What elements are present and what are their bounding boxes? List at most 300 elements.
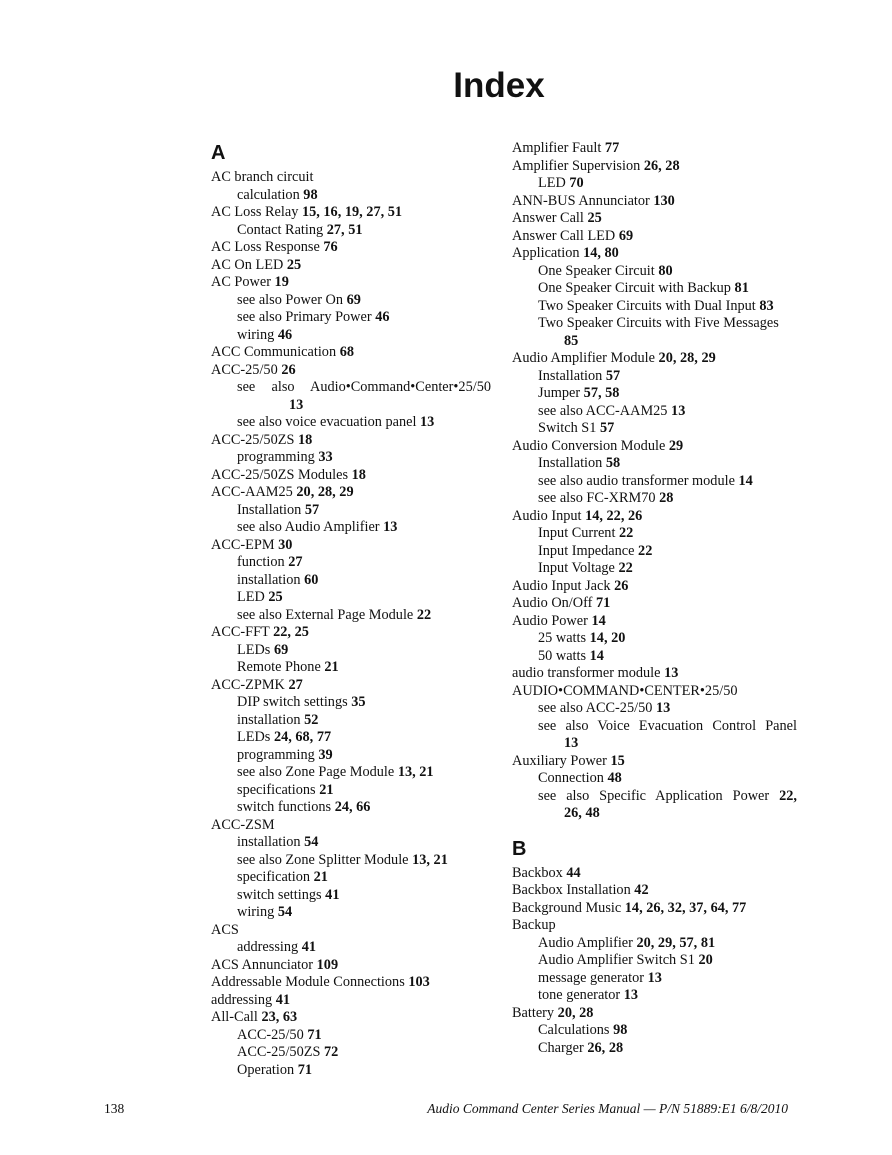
entry-page-refs: 76 (323, 239, 338, 255)
index-subentry (211, 554, 491, 572)
entry-term: Input Voltage (538, 560, 615, 576)
entry-page-refs: 130 (653, 192, 675, 209)
entry-page-refs: 13 (289, 396, 304, 413)
index-subentry (512, 543, 797, 561)
index-entry (512, 613, 797, 631)
entry-term: see also Specific Application Power (538, 787, 770, 804)
entry-term: message generator (538, 969, 644, 986)
index-entry (512, 900, 797, 918)
entry-term: Auxiliary Power (512, 752, 607, 769)
entry-term: ACC-ZSM (211, 816, 275, 833)
index-subentry (512, 1022, 797, 1040)
index-subentry (512, 368, 797, 386)
index-entry (512, 438, 797, 456)
entry-page-refs: 29 (668, 437, 684, 454)
entry-term: Input Impedance (538, 542, 635, 559)
index-entry (211, 817, 491, 835)
index-entry (512, 683, 797, 701)
entry-page-refs: 70 (569, 175, 584, 191)
entry-page-refs: 13 (671, 402, 686, 419)
entry-page-refs: 68 (339, 344, 354, 360)
index-subentry (211, 659, 491, 677)
entry-page-refs: 20, 29, 57, 81 (636, 934, 716, 951)
index-entry (211, 957, 491, 975)
entry-term: ACC-ZPMK (211, 676, 285, 693)
entry-page-refs: 57 (599, 420, 615, 436)
entry-page-refs: 18 (298, 431, 313, 448)
index-entry (512, 193, 797, 211)
entry-page-refs: 26, 28 (587, 1039, 624, 1056)
index-entry (512, 917, 797, 935)
entry-page-refs: 14, 22, 26 (585, 507, 643, 524)
entry-page-refs: 13 (420, 414, 435, 430)
entry-page-refs: 98 (303, 186, 318, 203)
entry-term: Charger (538, 1039, 584, 1056)
entry-term: addressing (211, 991, 273, 1008)
entry-term: see also Voice Evacuation Control Panel (538, 717, 797, 734)
index-entry (211, 169, 491, 187)
entry-page-refs: 83 (759, 297, 774, 314)
index-subentry (211, 572, 491, 590)
entry-term: installation (237, 571, 301, 588)
entry-term: Operation (237, 1061, 295, 1078)
entry-page-refs: 25 (286, 256, 302, 273)
index-subentry (211, 642, 491, 660)
index-column-left (211, 140, 491, 1079)
entry-page-refs: 54 (304, 834, 319, 850)
entry-term: see also Power On (237, 291, 344, 308)
entry-term: Switch S1 (538, 420, 597, 436)
entry-term: programming (237, 449, 315, 465)
entry-term: see also Zone Splitter Module (237, 851, 409, 868)
entry-term: addressing (237, 939, 299, 955)
entry-page-refs: 14, 26, 32, 37, 64, 77 (624, 899, 747, 916)
entry-page-refs: 26, 48 (564, 805, 600, 821)
entry-page-refs: 22, 25 (273, 624, 309, 640)
index-entry (211, 467, 491, 485)
entry-term: AUDIO•COMMAND•CENTER•25/50 (512, 682, 738, 699)
entry-term: ACS Annunciator (211, 956, 314, 973)
entry-page-refs: 13 (647, 969, 662, 986)
entry-term: Application (512, 245, 580, 261)
entry-page-refs: 15, 16, 19, 27, 51 (301, 204, 403, 220)
entry-page-refs: 14 (738, 472, 753, 489)
entry-page-refs: 20, 28, 29 (658, 350, 716, 366)
entry-page-refs: 27, 51 (326, 221, 363, 238)
index-entry (512, 578, 797, 596)
index-entry (512, 735, 797, 753)
entry-term: wiring (237, 326, 275, 343)
index-entry (211, 537, 491, 555)
entry-page-refs: 81 (734, 280, 749, 296)
index-entry (512, 333, 797, 351)
entry-page-refs: 14, 80 (583, 245, 619, 261)
index-subentry (512, 648, 797, 666)
entry-term: Audio Conversion Module (512, 437, 666, 454)
index-subentry (512, 1040, 797, 1058)
index-entry (211, 1009, 491, 1027)
entry-page-refs: 13 (564, 735, 579, 751)
index-entry (512, 805, 797, 823)
index-subentry (211, 1062, 491, 1080)
entry-page-refs: 20 (698, 952, 713, 968)
index-subentry (211, 379, 491, 397)
index-subentry (512, 403, 797, 421)
entry-term: Audio On/Off (512, 595, 593, 611)
entry-term: LEDs (237, 641, 271, 658)
entry-term: 25 watts (538, 630, 587, 646)
index-subentry (512, 700, 797, 718)
entry-page-refs: 14, 20 (589, 630, 626, 646)
entry-term: Backup (512, 917, 556, 933)
index-entry (512, 158, 797, 176)
entry-term: see also ACC-AAM25 (538, 402, 668, 419)
entry-page-refs: 20, 28, 29 (296, 484, 354, 500)
entry-page-refs: 60 (304, 571, 319, 588)
entry-term: AC Power (211, 274, 271, 290)
entry-page-refs: 27 (288, 554, 303, 570)
entry-page-refs: 41 (301, 939, 317, 955)
entry-term: AC branch circuit (211, 169, 314, 185)
index-entry (211, 992, 491, 1010)
index-section-letter: A (211, 142, 226, 164)
index-entry (211, 624, 491, 642)
index-subentry (211, 502, 491, 520)
index-subentry (211, 852, 491, 870)
index-subentry (211, 1027, 491, 1045)
entry-page-refs: 33 (318, 449, 333, 465)
entry-term: see also Audio Amplifier (237, 519, 380, 535)
entry-page-refs: 26 (281, 361, 296, 378)
entry-page-refs: 25 (587, 210, 602, 226)
index-entry (211, 362, 491, 380)
entry-page-refs: 46 (277, 326, 293, 343)
entry-page-refs: 22 (638, 542, 653, 559)
index-entry (211, 922, 491, 940)
entry-term: Backbox (512, 864, 563, 881)
entry-term: Installation (538, 367, 603, 384)
entry-page-refs: 85 (564, 332, 579, 349)
entry-page-refs: 19 (274, 274, 289, 290)
index-subentry (211, 222, 491, 240)
entry-term: 50 watts (538, 647, 587, 664)
index-entry (512, 228, 797, 246)
index-subentry (211, 397, 491, 415)
entry-page-refs: 41 (275, 991, 291, 1008)
index-subentry (211, 782, 491, 800)
index-entry (512, 1005, 797, 1023)
entry-term: Answer Call LED (512, 227, 616, 244)
entry-term: LEDs (237, 729, 271, 745)
entry-term: ACC Communication (211, 344, 337, 360)
index-subentry (211, 589, 491, 607)
index-entry (211, 239, 491, 257)
entry-page-refs: 22 (618, 560, 633, 576)
entry-term: audio transformer module (512, 665, 661, 681)
index-entry (211, 484, 491, 502)
entry-page-refs: 58 (605, 455, 621, 471)
entry-page-refs: 48 (607, 770, 622, 786)
index-subentry (211, 607, 491, 625)
entry-term: AC Loss Relay (211, 204, 299, 220)
index-entry (512, 140, 797, 158)
entry-term: switch settings (237, 886, 322, 903)
index-section-letter: B (512, 837, 527, 860)
entry-page-refs: 24, 68, 77 (273, 729, 332, 745)
entry-term: One Speaker Circuit (538, 262, 655, 279)
entry-page-refs: 14 (589, 647, 604, 664)
entry-term: ACC-AAM25 (211, 484, 293, 500)
entry-page-refs: 26, 28 (643, 157, 680, 174)
entry-page-refs: 30 (278, 536, 293, 553)
index-subentry (211, 887, 491, 905)
index-subentry (512, 175, 797, 193)
footer-page-number: 138 (104, 1101, 125, 1116)
entry-page-refs: 57 (605, 367, 621, 384)
entry-term: see also Zone Page Module (237, 764, 395, 780)
entry-page-refs: 72 (324, 1044, 339, 1060)
entry-page-refs: 46 (375, 309, 390, 325)
entry-page-refs: 20, 28 (557, 1004, 594, 1021)
index-subentry (211, 729, 491, 747)
entry-page-refs: 71 (307, 1026, 322, 1043)
index-subentry (211, 309, 491, 327)
index-subentry (211, 449, 491, 467)
entry-term: One Speaker Circuit with Backup (538, 280, 731, 296)
index-subentry (512, 455, 797, 473)
index-subentry (512, 490, 797, 508)
entry-term: Jumper (538, 385, 581, 401)
index-subentry (512, 420, 797, 438)
entry-page-refs: 39 (318, 746, 333, 763)
index-entry (512, 665, 797, 683)
entry-term: see also FC-XRM70 (538, 490, 656, 506)
entry-term: installation (237, 834, 301, 850)
entry-page-refs: 23, 63 (261, 1009, 298, 1025)
entry-term: programming (237, 746, 315, 763)
entry-term: Addressable Module Connections (211, 974, 405, 990)
entry-page-refs: 69 (273, 641, 289, 658)
entry-term: Installation (237, 501, 302, 518)
entry-term: see also External Page Module (237, 606, 414, 623)
entry-term: ACC-FFT (211, 624, 270, 640)
entry-term: Audio Amplifier Switch S1 (538, 952, 695, 968)
index-entry (512, 753, 797, 771)
entry-term: AC Loss Response (211, 239, 320, 255)
index-subentry (211, 292, 491, 310)
index-subentry (211, 747, 491, 765)
index-entry (512, 595, 797, 613)
index-entry (512, 865, 797, 883)
footer-manual-title: Audio Command Center Series Manual — P/N 51889:E1 6/8/2010 (427, 1101, 788, 1116)
entry-term: see also Primary Power (237, 309, 372, 325)
index-entry (512, 350, 797, 368)
index-entry (211, 274, 491, 292)
index-entry (512, 245, 797, 263)
index-entry (211, 257, 491, 275)
entry-term: Two Speaker Circuits with Five Messages (538, 315, 779, 331)
entry-term: Calculations (538, 1022, 610, 1038)
entry-page-refs: 22 (619, 525, 634, 541)
entry-term: Battery (512, 1004, 555, 1021)
index-subentry (512, 770, 797, 788)
entry-page-refs: 71 (297, 1061, 313, 1078)
index-entry (512, 210, 797, 228)
entry-page-refs: 54 (277, 904, 293, 920)
entry-term: ANN-BUS Annunciator (512, 192, 650, 209)
index-subentry (512, 315, 797, 333)
index-subentry (211, 1044, 491, 1062)
entry-term: AC On LED (211, 256, 284, 273)
entry-term: ACC-25/50ZS Modules (211, 466, 349, 483)
index-subentry (512, 952, 797, 970)
entry-page-refs: 28 (659, 490, 674, 506)
entry-page-refs: 71 (595, 595, 611, 611)
entry-term: tone generator (538, 987, 621, 1003)
index-subentry (512, 935, 797, 953)
index-subentry (512, 987, 797, 1005)
entry-page-refs: 22 (416, 606, 432, 623)
entry-page-refs: 69 (618, 227, 634, 244)
entry-page-refs: 98 (613, 1022, 628, 1038)
entry-page-refs: 13 (383, 519, 398, 535)
entry-page-refs: 13 (664, 665, 679, 681)
index-subentry (512, 263, 797, 281)
entry-term: switch functions (237, 799, 332, 815)
entry-term: Audio Input Jack (512, 577, 611, 594)
index-subentry (512, 298, 797, 316)
entry-page-refs: 27 (288, 676, 303, 693)
index-subentry (512, 280, 797, 298)
entry-page-refs: 77 (604, 140, 620, 156)
page-title: Index (453, 66, 545, 105)
index-entry (211, 974, 491, 992)
index-subentry (211, 904, 491, 922)
entry-term: Remote Phone (237, 659, 321, 675)
index-subentry (512, 525, 797, 543)
index-subentry (211, 834, 491, 852)
index-subentry (211, 519, 491, 537)
entry-page-refs: 44 (566, 864, 581, 881)
entry-page-refs: 21 (324, 659, 339, 675)
entry-term: Background Music (512, 899, 622, 916)
entry-term: Audio Amplifier Module (512, 350, 655, 366)
index-subentry (512, 473, 797, 491)
entry-term: Amplifier Supervision (512, 157, 641, 174)
entry-page-refs: 13, 21 (397, 764, 434, 780)
entry-term: function (237, 554, 285, 570)
index-subentry (512, 560, 797, 578)
entry-term: ACS (211, 921, 239, 938)
entry-term: All-Call (211, 1009, 258, 1025)
entry-term: installation (237, 711, 301, 728)
entry-term: ACC-25/50ZS (237, 1044, 321, 1060)
entry-term: specification (237, 869, 311, 885)
entry-page-refs: 42 (634, 882, 649, 898)
entry-page-refs: 18 (351, 466, 366, 483)
entry-page-refs: 80 (658, 262, 673, 279)
entry-term: calculation (237, 186, 300, 203)
entry-term: LED (237, 589, 265, 605)
index-subentry (512, 718, 797, 736)
entry-page-refs: 21 (319, 781, 334, 798)
index-subentry (512, 385, 797, 403)
entry-page-refs: 13, 21 (412, 851, 448, 868)
index-entry (512, 508, 797, 526)
index-subentry (211, 327, 491, 345)
index-entry (211, 344, 491, 362)
entry-page-refs: 52 (304, 711, 319, 728)
entry-term: LED (538, 175, 566, 191)
index-subentry (211, 764, 491, 782)
entry-term: Installation (538, 455, 603, 471)
index-subentry (512, 970, 797, 988)
entry-term: ACC-EPM (211, 536, 275, 553)
entry-page-refs: 24, 66 (334, 799, 371, 815)
index-column-right (512, 140, 797, 1057)
entry-term: ACC-25/50ZS (211, 431, 295, 448)
entry-term: see also voice evacuation panel (237, 414, 417, 430)
index-subentry (512, 630, 797, 648)
index-subentry (512, 788, 797, 806)
index-entry (211, 432, 491, 450)
entry-term: Connection (538, 770, 604, 786)
entry-term: Audio Power (512, 612, 588, 629)
entry-page-refs: 15 (610, 752, 625, 769)
entry-page-refs: 57 (304, 501, 320, 518)
index-subentry (211, 694, 491, 712)
entry-page-refs: 26 (614, 577, 629, 594)
index-subentry (211, 799, 491, 817)
entry-term: see also audio transformer module (538, 472, 735, 489)
entry-term: Answer Call (512, 210, 584, 226)
entry-page-refs: 22, (779, 787, 797, 804)
index-subentry (211, 187, 491, 205)
entry-term: Backbox Installation (512, 882, 631, 898)
index-entry (211, 677, 491, 695)
entry-term: Input Current (538, 525, 616, 541)
index-entry (512, 882, 797, 900)
entry-page-refs: 109 (316, 956, 339, 973)
entry-term: see also ACC-25/50 (538, 700, 653, 716)
entry-page-refs: 69 (346, 291, 361, 308)
entry-term: ACC-25/50 (211, 361, 278, 378)
index-subentry (211, 414, 491, 432)
entry-term: Audio Amplifier (538, 934, 633, 951)
entry-page-refs: 13 (655, 700, 671, 716)
entry-term: see also Audio•Command•Center•25/50 (237, 379, 491, 395)
entry-term: Two Speaker Circuits with Dual Input (538, 297, 756, 314)
entry-page-refs: 103 (408, 974, 430, 990)
entry-term: wiring (237, 904, 275, 920)
entry-term: DIP switch settings (237, 694, 348, 710)
entry-term: Audio Input (512, 507, 582, 524)
entry-page-refs: 13 (623, 987, 639, 1003)
entry-page-refs: 14 (591, 612, 606, 629)
entry-page-refs: 21 (313, 869, 328, 885)
entry-term: specifications (237, 781, 316, 798)
entry-term: ACC-25/50 (237, 1026, 304, 1043)
entry-page-refs: 25 (268, 589, 283, 605)
index-entry (211, 204, 491, 222)
entry-page-refs: 57, 58 (583, 385, 620, 401)
entry-page-refs: 41 (325, 886, 340, 903)
index-subentry (211, 939, 491, 957)
index-subentry (211, 712, 491, 730)
entry-term: Amplifier Fault (512, 140, 602, 156)
entry-page-refs: 35 (351, 694, 366, 710)
entry-term: Contact Rating (237, 221, 324, 238)
